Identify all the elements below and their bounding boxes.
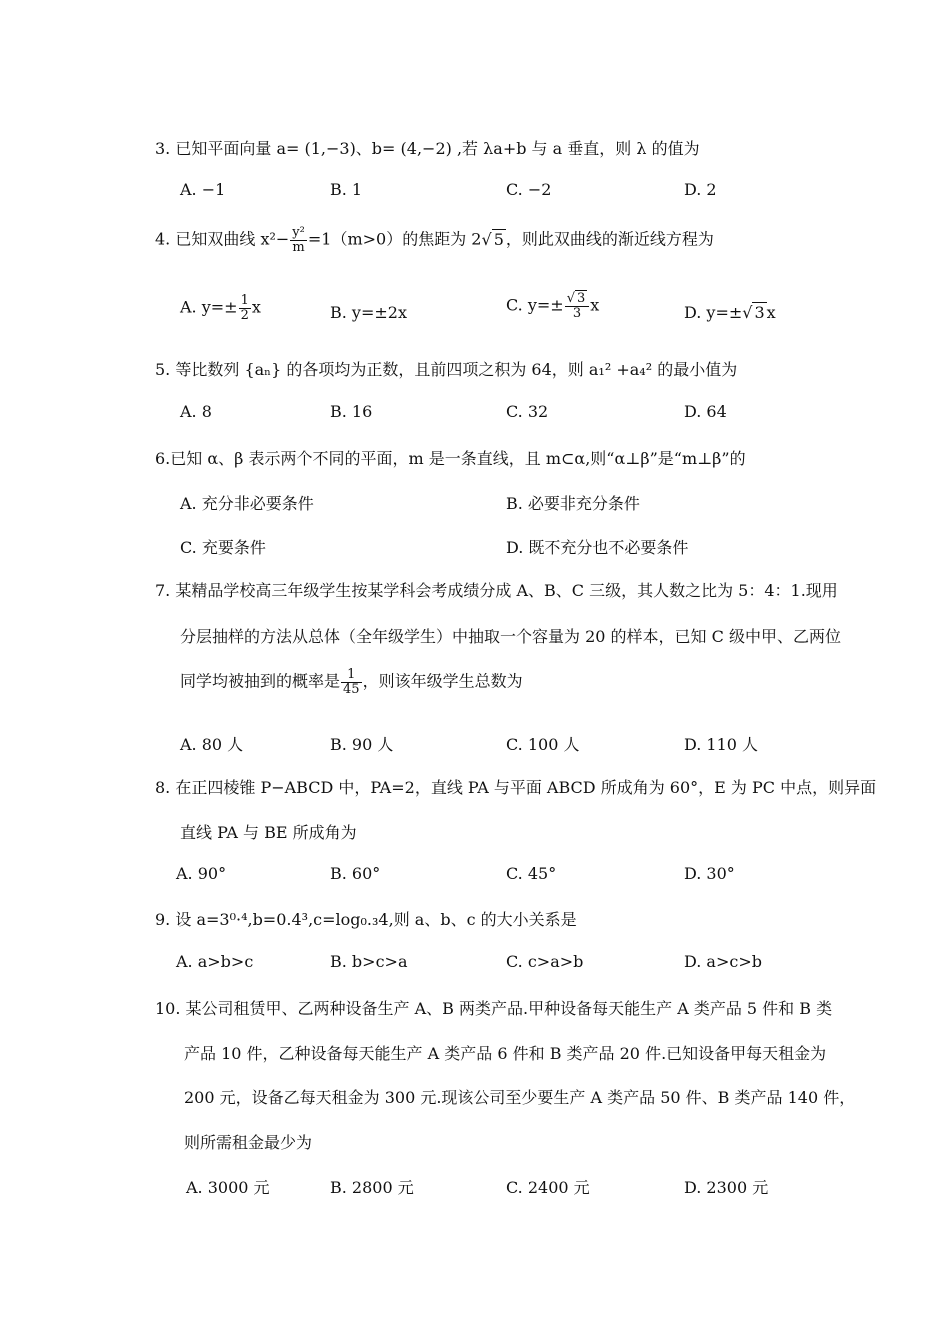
q6-option-c: C. 充要条件 <box>180 538 266 557</box>
q7-option-b: B. 90 人 <box>330 735 394 754</box>
q4-stem-post: ，则此双曲线的渐近线方程为 <box>505 229 714 249</box>
question-7-stem-line-1: 7. 某精品学校高三年级学生按某学科会考成绩分成 A、B、C 三级，其人数之比为 5：4：1.现用 <box>155 581 838 600</box>
q4-d-sqrt: √ 3 <box>742 303 765 322</box>
q3-option-a: A. −1 <box>180 180 226 199</box>
q3-option-b: B. 1 <box>330 180 363 199</box>
q4-d-pre: D. y=± <box>684 303 743 322</box>
q4-a-num: 1 <box>240 293 249 308</box>
q8-option-c: C. 45° <box>506 864 557 883</box>
q3-option-c: C. −2 <box>506 180 552 199</box>
q10-option-b: B. 2800 元 <box>330 1178 414 1197</box>
q4-option-a <box>180 294 261 322</box>
q5-option-d: D. 64 <box>684 402 727 421</box>
q4-stem-fraction <box>290 226 307 254</box>
q4-c-num: √ 3 <box>565 292 590 307</box>
q4-a-fraction <box>239 294 251 322</box>
q8-option-b: B. 60° <box>330 864 381 883</box>
q9-option-c: C. c>a>b <box>506 952 584 971</box>
q10-option-c: C. 2400 元 <box>506 1178 590 1197</box>
q10-option-d: D. 2300 元 <box>684 1178 769 1197</box>
q3-option-d: D. 2 <box>684 180 717 199</box>
q4-a-post: x <box>251 297 261 317</box>
q4-d-post: x <box>766 303 776 322</box>
question-10-stem-line-2: 产品 10 件，乙种设备每天能生产 A 类产品 6 件和 B 类产品 20 件.已知设备甲每天租金为 <box>184 1044 827 1063</box>
question-6-stem: 6.已知 α、β 表示两个不同的平面，m 是一条直线，且 m⊂α,则“α⊥β”是“m⊥β”的 <box>155 449 746 468</box>
question-8-stem-line-2: 直线 PA 与 BE 所成角为 <box>180 823 357 842</box>
q5-option-c: C. 32 <box>506 402 549 421</box>
question-5-stem: 5. 等比数列 {aₙ} 的各项均为正数，且前四项之积为 64，则 a₁² +a₄² 的最小值为 <box>155 360 738 379</box>
q6-option-d: D. 既不充分也不必要条件 <box>506 538 689 557</box>
q4-sqrt-radicand: 5 <box>493 229 504 249</box>
q7-option-c: C. 100 人 <box>506 735 580 754</box>
q4-option-b: B. y=±2x <box>330 303 407 322</box>
question-3-stem: 3. 已知平面向量 a= (1,−3)、b= (4,−2) ,若 λa+b 与 a 垂直，则 λ 的值为 <box>155 139 700 158</box>
q4-c-radicand: 3 <box>577 291 586 306</box>
q7-frac-den: 45 <box>343 681 360 697</box>
q10-option-a: A. 3000 元 <box>186 1178 270 1197</box>
q7-option-a: A. 80 人 <box>180 735 244 754</box>
q7-frac-num: 1 <box>341 668 362 683</box>
question-8-stem-line-1: 8. 在正四棱锥 P−ABCD 中，PA=2，直线 PA 与平面 ABCD 所成角为 60°，E 为 PC 中点，则异面 <box>155 778 877 797</box>
q4-frac-den: m <box>292 239 305 255</box>
q9-option-d: D. a>c>b <box>684 952 762 971</box>
q5-option-a: A. 8 <box>180 402 212 421</box>
question-7-stem-line-3 <box>180 668 523 696</box>
q4-a-den: 2 <box>240 307 249 323</box>
q4-stem-mid: =1（m>0）的焦距为 2 <box>307 229 482 249</box>
q4-stem-sqrt: √ 5 <box>481 229 504 249</box>
question-10-stem-line-3: 200 元，设备乙每天租金为 300 元.现该公司至少要生产 A 类产品 50 件、B 类产品 140 件， <box>184 1088 856 1107</box>
q6-option-b: B. 必要非充分条件 <box>506 494 640 513</box>
q7-fraction <box>341 668 362 696</box>
q9-option-b: B. b>c>a <box>330 952 408 971</box>
q8-option-d: D. 30° <box>684 864 735 883</box>
q7-l3-post: ，则该年级学生总数为 <box>362 671 523 691</box>
q8-option-a: A. 90° <box>176 864 227 883</box>
q5-option-b: B. 16 <box>330 402 373 421</box>
q4-c-pre: C. y=± <box>506 295 564 315</box>
question-4-stem <box>155 226 714 254</box>
q4-c-post: x <box>590 295 600 315</box>
q7-l3-pre: 同学均被抽到的概率是 <box>180 671 341 691</box>
q4-c-fraction <box>565 292 590 320</box>
q4-stem-pre: 4. 已知双曲线 x²− <box>155 229 290 249</box>
question-7-stem-line-2: 分层抽样的方法从总体（全年级学生）中抽取一个容量为 20 的样本，已知 C 级中甲、乙两位 <box>180 627 841 646</box>
q4-option-c <box>506 292 599 320</box>
q4-option-d <box>684 303 776 322</box>
q7-option-d: D. 110 人 <box>684 735 759 754</box>
q4-frac-num: y² <box>292 225 305 240</box>
question-10-stem-line-4: 则所需租金最少为 <box>184 1133 313 1152</box>
q4-a-pre: A. y=± <box>180 297 238 317</box>
q9-option-a: A. a>b>c <box>176 952 254 971</box>
question-9-stem: 9. 设 a=3⁰·⁴,b=0.4³,c=log₀.₃4,则 a、b、c 的大小关系是 <box>155 910 577 929</box>
q4-c-den: 3 <box>572 305 582 321</box>
q6-option-a: A. 充分非必要条件 <box>180 494 314 513</box>
question-10-stem-line-1: 10. 某公司租赁甲、乙两种设备生产 A、B 两类产品.甲种设备每天能生产 A 类产品 5 件和 B 类 <box>155 999 833 1018</box>
q4-d-radicand: 3 <box>754 303 765 322</box>
